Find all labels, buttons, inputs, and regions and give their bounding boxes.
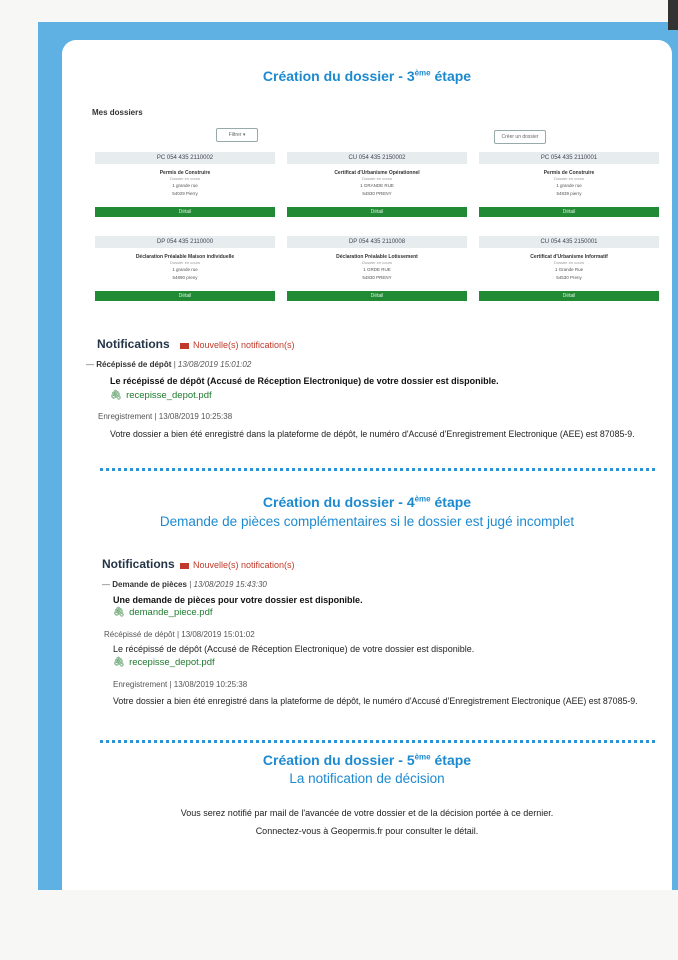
dossier-id: DP 054 435 2110000	[95, 236, 275, 248]
notification-meta: Récépissé de dépôt | 13/08/2019 15:01:02	[104, 630, 255, 639]
recepisse-link[interactable]: 🖇 recepisse_depot.pdf	[113, 657, 215, 668]
notifications-title: Notifications	[102, 557, 175, 571]
dotted-separator	[100, 740, 655, 743]
page-bottom	[0, 890, 678, 960]
filter-button[interactable]: Filtrer ▾	[216, 128, 258, 142]
demande-piece-link[interactable]: 🖇 demande_piece.pdf	[113, 607, 213, 618]
dossier-type: Permis de Construire	[543, 170, 595, 176]
final-text-2: Connectez-vous à Geopermis.fr pour consulter le détail.	[255, 826, 479, 836]
notification-meta: — Récépissé de dépôt | 13/08/2019 15:01:02	[86, 360, 252, 369]
dossier-status: Dossier en cours	[553, 176, 584, 181]
notification-message: Une demande de pièces pour votre dossier est disponible.	[113, 595, 363, 605]
detail-button[interactable]: Détail	[479, 207, 659, 217]
envelope-icon	[180, 563, 189, 569]
mes-dossiers-label: Mes dossiers	[92, 108, 143, 117]
dossier-id: DP 054 435 2110008	[287, 236, 467, 248]
detail-button[interactable]: Détail	[95, 291, 275, 301]
dossier-city: 54830 PRENY	[362, 275, 392, 280]
dossier-status: Dossier en cours	[361, 176, 392, 181]
dossier-card	[95, 152, 275, 217]
step5-title: Création du dossier - 5ème étape	[262, 752, 472, 768]
step4-subtitle: Demande de pièces complémentaires si le dossier est jugé incomplet	[159, 514, 575, 529]
dossier-city: 54530 Preny	[556, 275, 582, 280]
dossier-city: 54029 Pierry	[172, 191, 198, 196]
step4-title: Création du dossier - 4ème étape	[262, 494, 472, 510]
new-notifications-badge: Nouvelle(s) notification(s)	[180, 560, 295, 570]
dossier-status: Dossier en cours	[169, 176, 200, 181]
scan-edge	[668, 0, 678, 30]
paperclip-icon: 🖇	[113, 607, 126, 618]
notifications-title: Notifications	[97, 337, 170, 351]
dossier-city: 54830 PRENY	[362, 191, 392, 196]
paperclip-icon: 🖇	[110, 390, 123, 401]
dossier-type: Permis de Construire	[159, 170, 211, 176]
dossier-type: Déclaration Préalable Lotissement	[336, 254, 418, 260]
notification-meta: — Demande de pièces | 13/08/2019 15:43:30	[102, 580, 267, 589]
dossier-address: 1 GRANDE RUE	[360, 183, 394, 188]
dossier-address: 1 grande rue	[556, 183, 582, 188]
envelope-icon	[180, 343, 189, 349]
dossier-address: 1 grande rue	[172, 183, 198, 188]
step3-title: Création du dossier - 3ème étape	[262, 68, 472, 84]
paperclip-icon: 🖇	[113, 657, 126, 668]
notification-message: Votre dossier a bien été enregistré dans la plateforme de dépôt, le numéro d'Accusé d'Enregistrement Electronique (AEE) est 87085-9.	[113, 696, 638, 706]
notification-message: Le récépissé de dépôt (Accusé de Réception Electronique) de votre dossier est disponible.	[110, 376, 499, 386]
dossier-address: 1 GRDE RUE	[363, 267, 391, 272]
dossier-status: Dossier en cours	[361, 260, 392, 265]
step5-subtitle: La notification de décision	[289, 771, 445, 786]
recepisse-link[interactable]: 🖇 recepisse_depot.pdf	[110, 390, 212, 401]
dossier-card	[479, 236, 659, 301]
dossier-type: Certificat d'Urbanisme Opérationnel	[334, 170, 420, 176]
detail-button[interactable]: Détail	[479, 291, 659, 301]
dotted-separator	[100, 468, 655, 471]
dossier-card	[287, 152, 467, 217]
dossier-address: 1 grande rue	[172, 267, 198, 272]
dossier-type: Certificat d'Urbanisme Informatif	[530, 254, 608, 260]
dossier-card	[95, 236, 275, 301]
notification-meta: Enregistrement | 13/08/2019 10:25:38	[98, 412, 233, 421]
detail-button[interactable]: Détail	[95, 207, 275, 217]
dossier-card	[287, 236, 467, 301]
final-text-1: Vous serez notifié par mail de l'avancée de votre dossier et de la décision portée à ce dernier.	[180, 808, 554, 818]
dossier-status: Dossier en cours	[169, 260, 200, 265]
dossier-id: PC 054 435 2110001	[479, 152, 659, 164]
dossier-status: Dossier en cours	[553, 260, 584, 265]
dossier-city: 54890 preny	[172, 275, 198, 280]
dossier-id: CU 054 435 2150001	[479, 236, 659, 248]
dossier-address: 1 Grande Rue	[554, 267, 584, 272]
detail-button[interactable]: Détail	[287, 207, 467, 217]
notification-message: Le récépissé de dépôt (Accusé de Réception Electronique) de votre dossier est disponible.	[113, 644, 475, 654]
dossier-type: Déclaration Préalable Maison individuelle	[135, 254, 235, 260]
create-dossier-button[interactable]: Créer un dossier	[494, 130, 546, 144]
detail-button[interactable]: Détail	[287, 291, 467, 301]
dossier-id: CU 054 435 2150002	[287, 152, 467, 164]
dossier-card	[479, 152, 659, 217]
new-notifications-badge: Nouvelle(s) notification(s)	[180, 340, 295, 350]
dossier-city: 54839 pierry	[556, 191, 582, 196]
dossier-id: PC 054 435 2110002	[95, 152, 275, 164]
notification-message: Votre dossier a bien été enregistré dans la plateforme de dépôt, le numéro d'Accusé d'Enregistrement Electronique (AEE) est 87085-9.	[110, 429, 635, 439]
notification-meta: Enregistrement | 13/08/2019 10:25:38	[113, 680, 248, 689]
